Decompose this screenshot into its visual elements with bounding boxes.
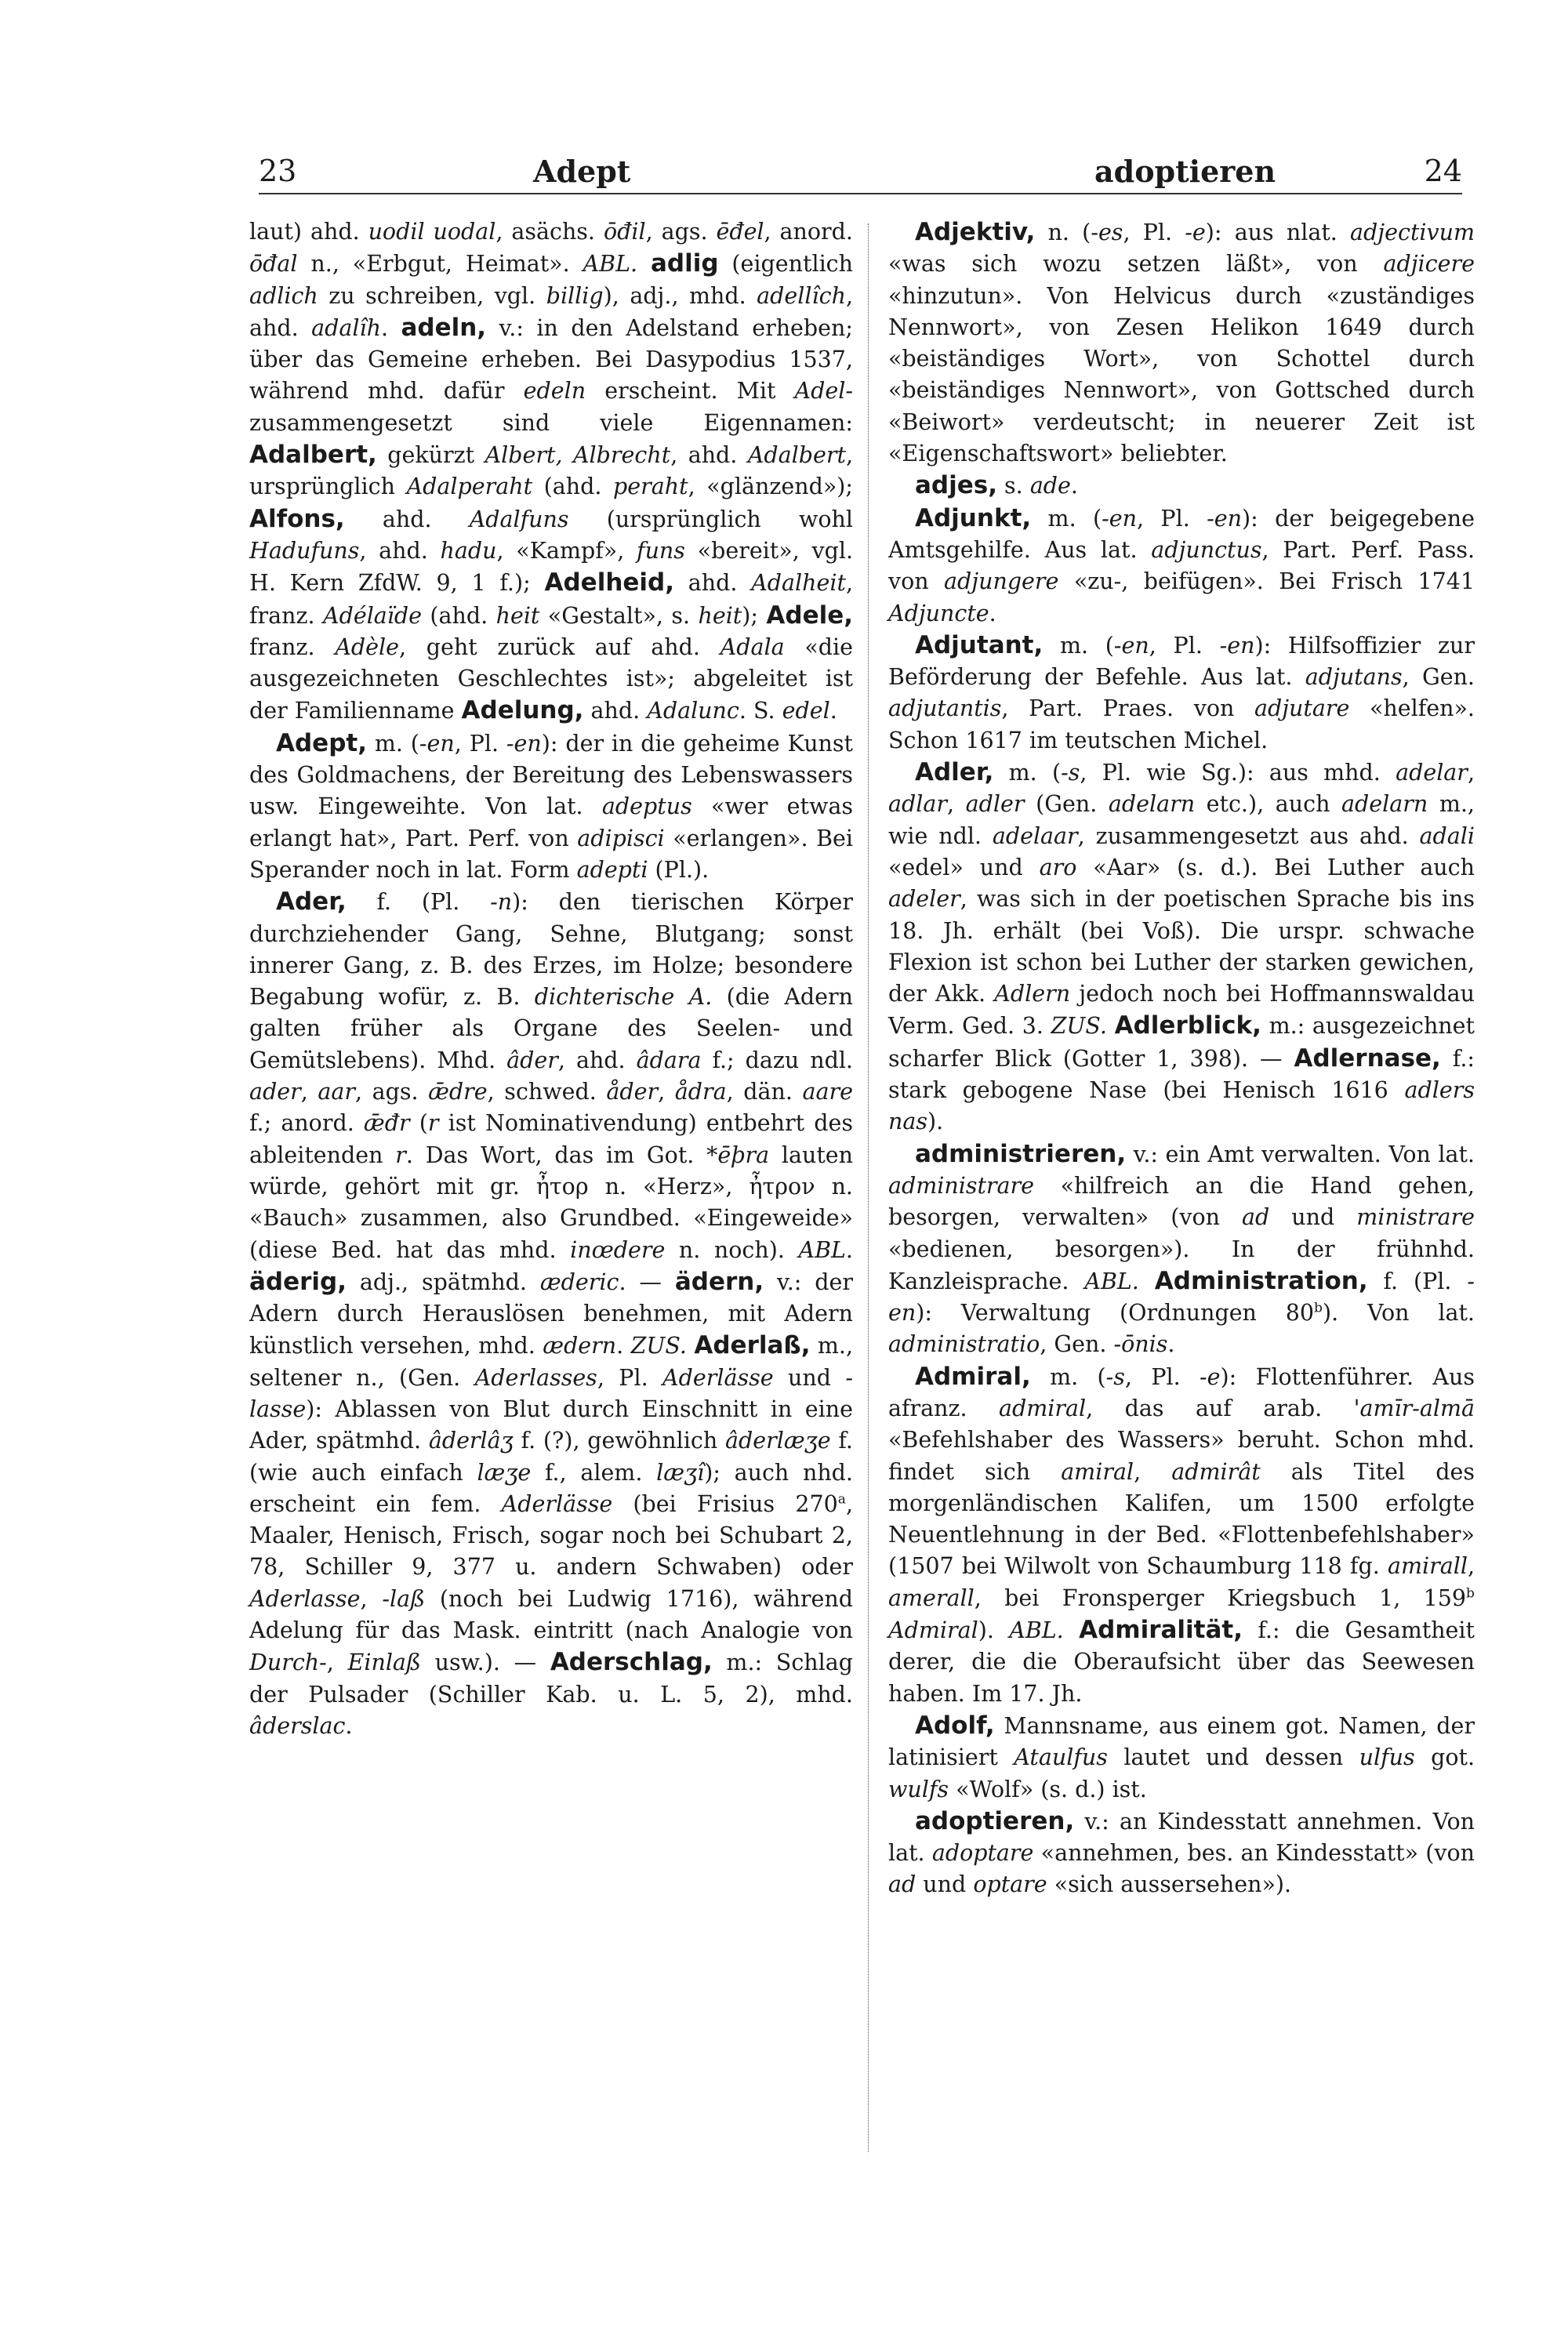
entry-admiral: Admiral, m. (-s, Pl. -e): Flottenführer. Aus afranz. admiral, das auf arab. 'amīr-almā «Befehlshaber des Wassers» beruht. Schon mhd. findet sich amiral, admirât als Titel des morgenländischen Kalifen, um 1500 erfolgte Neuentlehnung in der Bed. «Flottenbefehlshaber» (1507 bei Wilwolt von Schaumburg 118 fg. amirall, amerall, bei Fronsperger Kriegsbuch 1, 159$^b$ Admiral). ABL. Admiralität, f.: die Gesamtheit derer, die die Oberaufsicht über das Seewesen haben. Im 17. Jh. [888,1362,1475,1707]
entry-adoptieren: adoptieren, v.: an Kindesstatt annehmen. Von lat. adoptare «annehmen, bes. an Kindesstatt» (von ad und optare «sich aussersehen»). [888,1806,1475,1898]
entry-adjes: adjes, s. ade. [915,471,1078,500]
page-header [259,154,1462,193]
entry-administrieren: administrieren, v.: ein Amt verwalten. Von lat. administrare «hilfreich an die Hand gehen, besorgen, verwalten» (von ad und ministrare «bedienen, besorgen»). In der frühnhd. Kanzleisprache. ABL. Administration, f. (Pl. -en): Verwaltung (Ordnungen 80$^b$). Von lat. administratio, Gen. -ōnis. [888,1139,1475,1358]
left-column [249,216,853,1742]
right-column [888,216,1475,1901]
entry-adjunkt: Adjunkt, m. (-en, Pl. -en): der beigegebene Amtsgehilfe. Aus lat. adjunctus, Part. Perf. Pass. von adjungere «zu-, beifügen». Bei Frisch 1741 Adjuncte. [888,503,1475,626]
running-head-right: adoptieren [1094,154,1276,189]
entry-adel-continued: laut) ahd. uodil uodal, asächs. ōđil, ags. ēđel, anord. ōđal n., «Erbgut, Heimat». ABL. adlig (eigentlich adlich zu schreiben, vgl. billig), adj., mhd. adellîch, ahd. adalîh. adeln, v.: in den Adelstand erheben; über das Gemeine erheben. Bei Dasypodius 1537, während mhd. dafür edeln erscheint. Mit Adel- zusammengesetzt sind viele Eigennamen: Adalbert, gekürzt Albert, Albrecht, ahd. Adalbert, ursprünglich Adalperaht (ahd. peraht, «glänzend»); Alfons, ahd. Adalfuns (ursprünglich wohl Hadufuns, ahd. hadu, «Kampf», funs «bereit», vgl. H. Kern ZfdW. 9, 1 f.); Adelheid, ahd. Adalheit, franz. Adélaïde (ahd. heit «Gestalt», s. heit); Adele, franz. Adèle, geht zurück auf ahd. Adala «die ausgezeichneten Geschlechtes ist»; abgeleitet ist der Familienname Adelung, ahd. Adalunc. S. edel. [249,219,854,725]
entry-adolf: Adolf, Mannsname, aus einem got. Namen, der latinisiert Ataulfus lautet und dessen ulfus got. wulfs «Wolf» (s. d.) ist. [888,1711,1475,1802]
entry-adjektiv: Adjektiv, n. (-es, Pl. -e): aus nlat. adjectivum «was sich wozu setzen läßt», von adjicere «hinzutun». Von Helvicus durch «zuständiges Nennwort», von Zesen Helikon 1649 durch «beiständiges Wort», von Schottel durch «beiständiges Nennwort», von Gottsched durch «Beiwort» verdeutscht; in neuerer Zeit ist «Eigenschaftswort» beliebter. [888,218,1475,467]
column-separator [868,223,869,2152]
header-rule [259,193,1462,194]
running-head-left: Adept [533,154,631,189]
page-number-right: 24 [1424,154,1462,188]
entry-adjutant: Adjutant, m. (-en, Pl. -en): Hilfsoffizier zur Beförderung der Befehle. Aus lat. adjutans, Gen. adjutantis, Part. Praes. von adjutare «helfen». Schon 1617 im teutschen Michel. [888,630,1475,753]
entry-ader: Ader, f. (Pl. -n): den tierischen Körper durchziehender Gang, Sehne, Blutgang; sonst innerer Gang, z. B. des Erzes, im Holze; besondere Begabung wofür, z. B. dichterische A. (die Adern galten früher als Organe des Seelen- und Gemütslebens). Mhd. âder, ahd. âdara f.; dazu ndl. ader, aar, ags. ǣdre, schwed. åder, ådra, dän. aare f.; anord. ǣđr (r ist Nominativendung) entbehrt des ableitenden r. Das Wort, das im Got. *ēþra lauten würde, gehört mit gr. ἦτορ n. «Herz», ἦτρον n. «Bauch» zusammen, also Grundbed. «Eingeweide» (diese Bed. hat das mhd. inœdere n. noch). ABL. äderig, adj., spätmhd. æderic. — ädern, v.: der Adern durch Herauslösen benehmen, mit Adern künstlich versehen, mhd. ædern. ZUS. Aderlaß, m., seltener n., (Gen. Aderlasses, Pl. Aderlässe und -lasse): Ablassen von Blut durch Einschnitt in eine Ader, spätmhd. âderlâʒ f. (?), gewöhnlich âderlæʒe f. (wie auch einfach læʒe f., alem. læʒî); auch nhd. erscheint ein fem. Aderlässe (bei Frisius 270$^a$, Maaler, Henisch, Frisch, sogar noch bei Schubart 2, 78, Schiller 9, 377 u. andern Schwaben) oder Aderlasse, -laß (noch bei Ludwig 1716), während Adelung für das Mask. eintritt (nach Analogie von Durch-, Einlaß usw.). — Aderschlag, m.: Schlag der Pulsader (Schiller Kab. u. L. 5, 2), mhd. âderslac. [249,887,854,1739]
entry-adler: Adler, m. (-s, Pl. wie Sg.): aus mhd. adelar, adlar, adler (Gen. adelarn etc.), auch adelarn m., wie ndl. adelaar, zusammengesetzt aus ahd. adali «edel» und aro «Aar» (s. d.). Bei Luther auch adeler, was sich in der poetischen Sprache bis ins 18. Jh. erhält (bei Voß). Die urspr. schwache Flexion ist schon bei Luther der starken gewichen, der Akk. Adlern jedoch noch bei Hoffmannswaldau Verm. Ged. 3. ZUS. Adlerblick, m.: ausgezeichnet scharfer Blick (Gotter 1, 398). — Adlernase, f.: stark gebogene Nase (bei Henisch 1616 adlers nas). [888,758,1475,1135]
page-number-left: 23 [259,154,297,188]
entry-adept: Adept, m. (-en, Pl. -en): der in die geheime Kunst des Goldmachens, der Bereitung des Lebenswassers usw. Eingeweihte. Von lat. adeptus «wer etwas erlangt hat», Part. Perf. von adipisci «erlangen». Bei Sperander noch in lat. Form adepti (Pl.). [249,728,853,883]
